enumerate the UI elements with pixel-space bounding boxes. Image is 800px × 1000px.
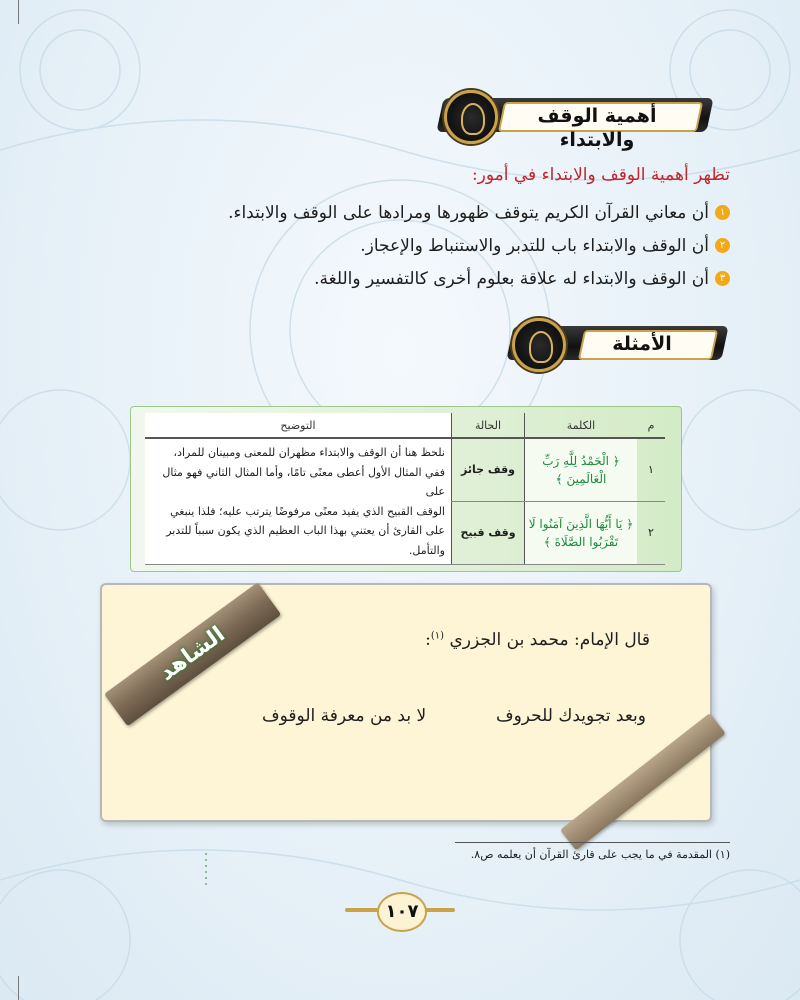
page-number: ١٠٧	[377, 892, 427, 932]
quote-intro	[425, 630, 650, 650]
flower-medallion-icon	[444, 90, 498, 144]
verse-first-hemistich: وبعد تجويدك للحروف	[495, 706, 646, 726]
row-word: ﴿ الْحَمْدُ لِلَّهِ رَبِّ الْعَالَمِينَ ﴾	[525, 438, 638, 501]
footnote-divider	[455, 842, 730, 843]
section-header-importance	[430, 92, 710, 151]
row-state: وقف جائز	[452, 438, 525, 501]
row-num: ١	[637, 438, 665, 501]
number-badge: ٢	[715, 238, 730, 253]
list-item	[110, 196, 730, 229]
intro-text: تظهر أهمية الوقف والابتداء في أمور:	[471, 165, 730, 185]
list-item-text: أن معاني القرآن الكريم يتوقف ظهورها ومرادها على الوقف والابتداء.	[228, 202, 709, 223]
flower-medallion-icon	[512, 318, 566, 372]
quote-colon: :	[425, 630, 431, 650]
dotted-margin-line	[205, 853, 207, 889]
crop-mark	[18, 976, 19, 1000]
number-badge: ١	[715, 205, 730, 220]
page-number-ornament	[345, 892, 455, 932]
header-explanation: التوضيح	[145, 413, 452, 438]
row-num: ٢	[637, 501, 665, 564]
section-title: الأمثلة	[612, 333, 672, 355]
examples-table	[145, 413, 665, 565]
section-header-examples	[500, 320, 725, 366]
row-state: وقف قبيح	[452, 501, 525, 564]
examples-table-panel	[130, 406, 682, 572]
list-item	[110, 262, 730, 295]
verse-second-hemistich: لا بد من معرفة الوقوف	[262, 706, 427, 726]
list-item	[110, 229, 730, 262]
ribbon-label: الشاهد	[154, 621, 230, 686]
explanation-cell	[145, 438, 452, 565]
explanation-line: والتأمل.	[408, 543, 445, 557]
explanation-line: ففي المثال الأول أعطى معنًى تامًا، وأما المثال الثاني فهو مثال على	[162, 465, 445, 498]
header-word: الكلمة	[525, 413, 638, 438]
header-num: م	[637, 413, 665, 438]
row-word: ﴿ يَا أَيُّهَا الَّذِينَ آمَنُوا لَا تَقْرَبُوا الصَّلَاةَ ﴾	[525, 501, 638, 564]
list-item-text: أن الوقف والابتداء باب للتدبر والاستنباط والإعجاز.	[360, 235, 709, 256]
number-badge: ٣	[715, 271, 730, 286]
explanation-line: الوقف القبيح الذي يفيد معنًى مرفوضًا يترتب عليه؛ فلذا ينبغي	[170, 504, 445, 518]
section-title: أهمية الوقف والابتداء	[537, 105, 657, 151]
explanation-line: نلحظ هنا أن الوقف والابتداء مظهران للمعنى ومبينان للمراد،	[173, 446, 445, 459]
explanation-line: على القارئ أن يعتني بهذا الباب العظيم الذي يكون سبباً للتدبر	[166, 524, 445, 537]
header-state: الحالة	[452, 413, 525, 438]
crop-mark	[18, 0, 19, 24]
importance-list	[110, 196, 730, 295]
table-row	[145, 438, 665, 501]
quote-intro-text: قال الإمام: محمد بن الجزري	[449, 630, 650, 650]
list-item-text: أن الوقف والابتداء له علاقة بعلوم أخرى كالتفسير واللغة.	[314, 268, 709, 289]
footnote-text: (١) المقدمة في ما يجب على قارئ القرآن أن يعلمه ص٨.	[470, 848, 730, 861]
footnote-reference: (١)	[430, 630, 445, 642]
